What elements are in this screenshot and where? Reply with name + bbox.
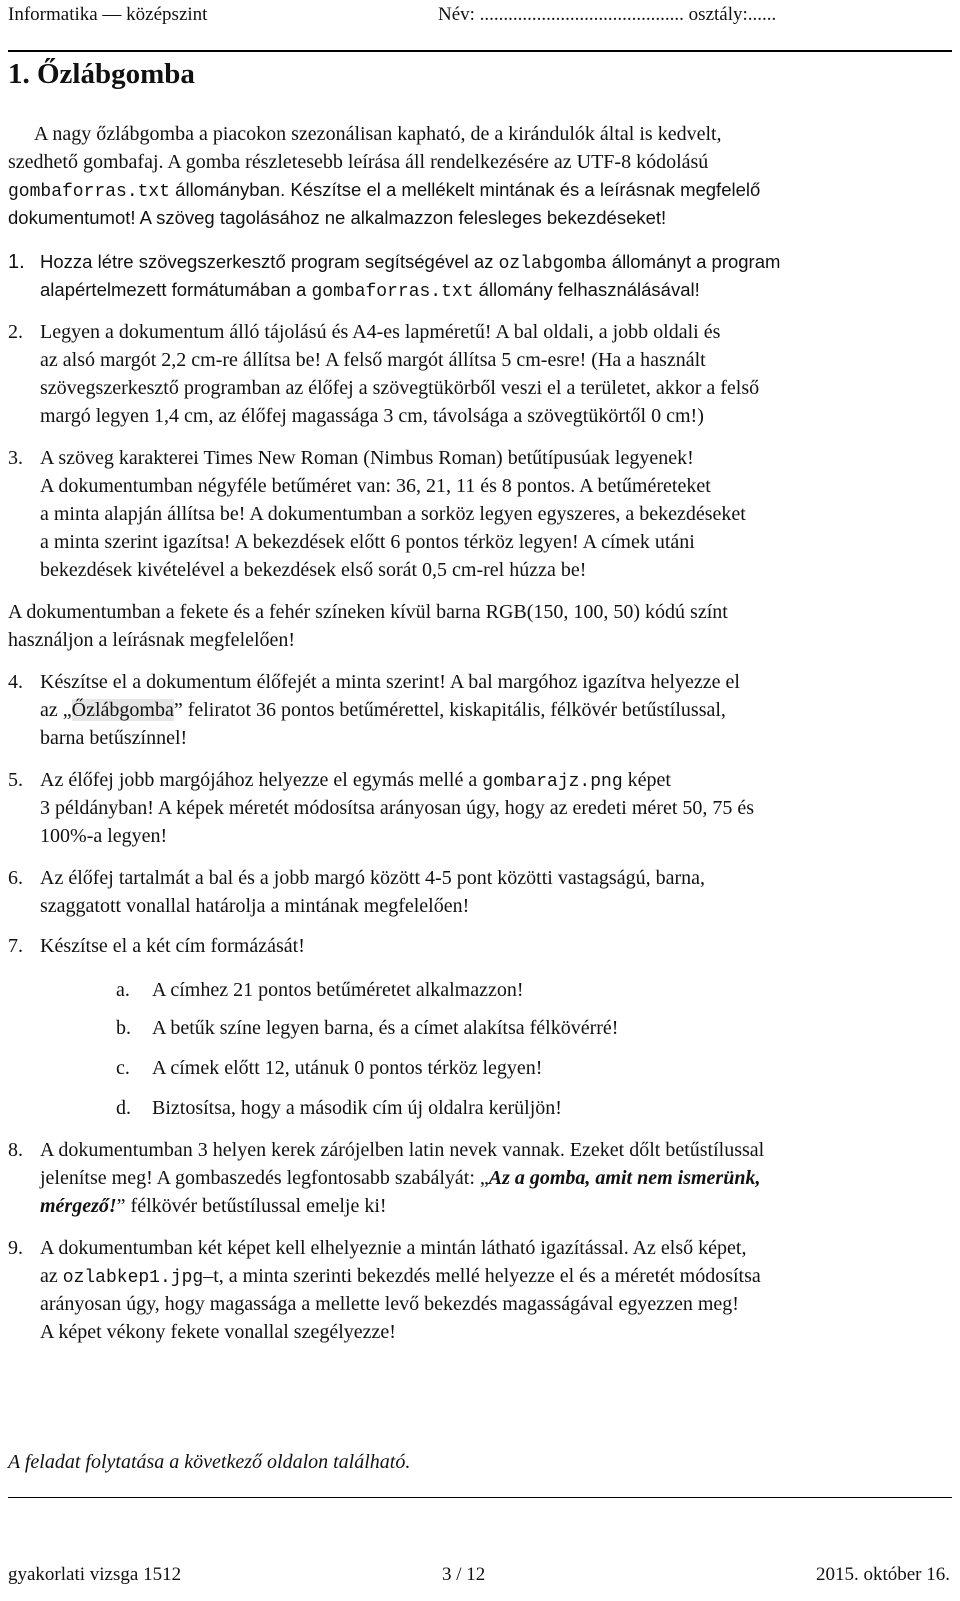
task-3-line-2: A dokumentumban négyféle betűméret van: 36, 21, 11 és 8 pontos. A betűméreteket bbox=[40, 475, 711, 497]
continue-note: A feladat folytatása a következő oldalon található. bbox=[8, 1451, 411, 1473]
emphasized-rule: mérgező! bbox=[40, 1195, 117, 1217]
file-name: gombarajz.png bbox=[482, 772, 623, 792]
task-6-line-2: szaggatott vonallal határolja a mintának megfelelően! bbox=[40, 895, 470, 917]
task-2-line-3: szövegszerkesztő programban az élőfej a szövegtükörből veszi el a területet, akkor a felső bbox=[40, 377, 760, 399]
task-8-number: 8. bbox=[8, 1139, 23, 1161]
file-name: ozlabkep1.jpg bbox=[62, 1268, 204, 1288]
task-7-number: 7. bbox=[8, 935, 23, 957]
task-5-line-2: 3 példányban! A képek méretét módosítsa arányosan úgy, hogy az eredeti méret 50, 75 és bbox=[40, 797, 755, 819]
task-8-line-3: mérgező!” félkövér betűstílussal emelje ki! bbox=[40, 1195, 387, 1217]
color-note-line-2: használjon a leírásnak megfelelően! bbox=[8, 629, 296, 651]
task-1-line-2: alapértelmezett formátumában a gombaforras.txt állomány felhasználásával! bbox=[40, 279, 700, 302]
task-4-line-3: barna betűszínnel! bbox=[40, 727, 188, 749]
footer-exam: gyakorlati vizsga 1512 bbox=[8, 1564, 182, 1585]
task-4-number: 4. bbox=[8, 671, 23, 693]
color-note-line-1: A dokumentumban a fekete és a fehér színeken kívül barna RGB(150, 100, 50) kódú színt bbox=[8, 601, 728, 623]
task-9-line-1: A dokumentumban két képet kell elhelyeznie a mintán látható igazítással. Az első képet, bbox=[40, 1237, 747, 1259]
task-3-number: 3. bbox=[8, 447, 23, 469]
task-7-sub-c-label: c. bbox=[116, 1057, 130, 1079]
task-4-line-2: az „Őzlábgomba” feliratot 36 pontos betűmérettel, kiskapitális, félkövér betűstílussal, bbox=[40, 699, 726, 721]
footer-rule bbox=[8, 1497, 952, 1498]
task-7-sub-c-text: A címek előtt 12, utánuk 0 pontos térköz legyen! bbox=[152, 1057, 543, 1079]
task-3-line-4: a minta szerint igazítsa! A bekezdések előtt 6 pontos térköz legyen! A címek utáni bbox=[40, 531, 695, 553]
task-7-sub-a-text: A címhez 21 pontos betűméretet alkalmazzon! bbox=[152, 979, 524, 1001]
file-name: gombaforras.txt bbox=[311, 282, 474, 302]
task-9-number: 9. bbox=[8, 1237, 23, 1259]
header-subject: Informatika — középszint bbox=[8, 4, 208, 25]
task-7-sub-a-label: a. bbox=[116, 979, 130, 1001]
task-7-line-1: Készítse el a két cím formázását! bbox=[40, 935, 305, 957]
task-5-line-1: Az élőfej jobb margójához helyezze el egymás mellé a gombarajz.png képet bbox=[40, 769, 671, 792]
task-7-sub-d-text: Biztosítsa, hogy a második cím új oldalra kerüljön! bbox=[152, 1097, 562, 1119]
task-7-sub-d-label: d. bbox=[116, 1097, 131, 1119]
header-name-field: Név: ........................................... osztály:...... bbox=[438, 4, 777, 25]
footer-page-number: 3 / 12 bbox=[442, 1564, 486, 1585]
task-2-line-2: az alsó margót 2,2 cm-re állítsa be! A felső margót állítsa 5 cm-esre! (Ha a használt bbox=[40, 349, 706, 371]
header-rule bbox=[8, 50, 952, 52]
task-7-sub-b-text: A betűk színe legyen barna, és a címet alakítsa félkövérré! bbox=[152, 1017, 619, 1039]
task-9-line-4: A képet vékony fekete vonallal szegélyezze! bbox=[40, 1321, 396, 1343]
task-4-line-1: Készítse el a dokumentum élőfejét a minta szerint! A bal margóhoz igazítva helyezze el bbox=[40, 671, 740, 693]
intro-line-3: gombaforras.txt állományban. Készítse el a mellékelt mintának és a leírásnak megfelelő bbox=[8, 179, 761, 202]
task-3-line-3: a minta alapján állítsa be! A dokumentumban a sorköz legyen egyszeres, a bekezdéseket bbox=[40, 503, 746, 525]
task-9-line-3: arányosan úgy, hogy magassága a mellette levő bekezdés magasságával egyezzen meg! bbox=[40, 1293, 739, 1315]
task-3-line-5: bekezdések kivételével a bekezdések első sorát 0,5 cm-rel húzza be! bbox=[40, 559, 587, 581]
task-8-line-2: jelenítse meg! A gombaszedés legfontosabb szabályát: „Az a gomba, amit nem ismerünk, bbox=[40, 1167, 761, 1189]
intro-line-1: A nagy őzlábgomba a piacokon szezonálisan kapható, de a kirándulók által is kedvelt, bbox=[34, 123, 722, 145]
task-9-line-2: az ozlabkep1.jpg–t, a minta szerinti bekezdés mellé helyezze el és a méretét módosítsa bbox=[40, 1265, 761, 1288]
task-6-line-1: Az élőfej tartalmát a bal és a jobb margó között 4-5 pont közötti vastagságú, barna, bbox=[40, 867, 705, 889]
task-2-number: 2. bbox=[8, 321, 23, 343]
task-2-line-1: Legyen a dokumentum álló tájolású és A4-es lapméretű! A bal oldali, a jobb oldali és bbox=[40, 321, 721, 343]
task-6-number: 6. bbox=[8, 867, 23, 889]
task-2-line-4: margó legyen 1,4 cm, az élőfej magassága 3 cm, távolsága a szövegtükörtől 0 cm!) bbox=[40, 405, 704, 427]
emphasized-rule: Az a gomba, amit nem ismerünk, bbox=[488, 1167, 761, 1189]
task-7-sub-b-label: b. bbox=[116, 1017, 131, 1039]
page-title: 1. Őzlábgomba bbox=[8, 58, 195, 90]
file-name: gombaforras.txt bbox=[8, 182, 171, 202]
file-name: ozlabgomba bbox=[498, 254, 607, 274]
intro-line-4: dokumentumot! A szöveg tagolásához ne alkalmazzon felesleges bekezdéseket! bbox=[8, 207, 667, 228]
intro-line-2: szedhető gombafaj. A gomba részletesebb leírása áll rendelkezésére az UTF-8 kódolású bbox=[8, 151, 709, 173]
task-1-line-1: Hozza létre szövegszerkesztő program segítségével az ozlabgomba állományt a program bbox=[40, 251, 781, 274]
task-1-number: 1. bbox=[8, 251, 25, 273]
highlighted-text: Őzlábgomba bbox=[71, 699, 174, 721]
task-3-line-1: A szöveg karakterei Times New Roman (Nimbus Roman) betűtípusúak legyenek! bbox=[40, 447, 694, 469]
task-5-number: 5. bbox=[8, 769, 23, 791]
footer-date: 2015. október 16. bbox=[815, 1564, 950, 1585]
task-5-line-3: 100%-a legyen! bbox=[40, 825, 168, 847]
task-8-line-1: A dokumentumban 3 helyen kerek zárójelben latin nevek vannak. Ezeket dőlt betűstílussal bbox=[40, 1139, 765, 1161]
